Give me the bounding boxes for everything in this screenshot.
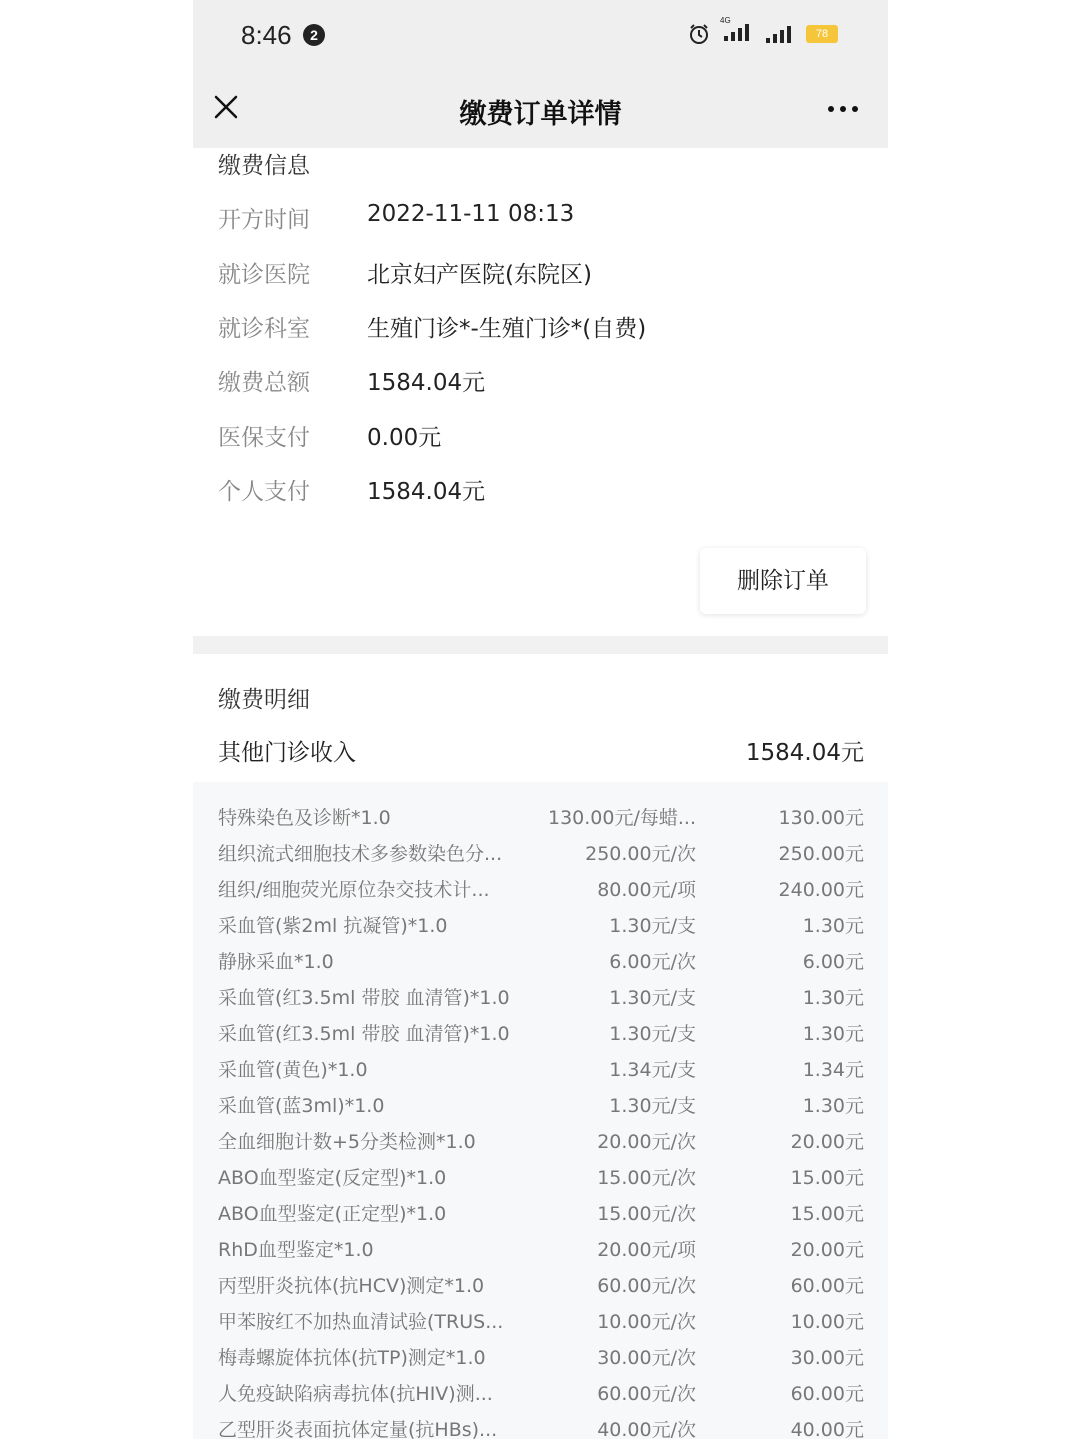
item-name: ABO血型鉴定(反定型)*1.0 — [218, 1167, 447, 1189]
phone-screen — [193, 0, 888, 1439]
item-total: 250.00元 — [778, 843, 864, 865]
list-item — [218, 947, 864, 975]
info-value: 生殖门诊*-生殖门诊*(自费) — [367, 316, 647, 342]
page-title: 缴费订单详情 — [459, 99, 622, 130]
item-total: 10.00元 — [790, 1311, 864, 1333]
list-item — [218, 875, 864, 903]
list-item — [218, 1343, 864, 1371]
list-item — [218, 1235, 864, 1263]
item-name: 特殊染色及诊断*1.0 — [218, 807, 391, 829]
info-value: 2022-11-11 08:13 — [367, 201, 575, 227]
item-total: 20.00元 — [790, 1131, 864, 1153]
list-item — [218, 1271, 864, 1299]
list-item — [218, 983, 864, 1011]
item-name: 静脉采血*1.0 — [218, 951, 334, 973]
list-item — [218, 1019, 864, 1047]
item-unit-price: 60.00元/次 — [597, 1383, 696, 1405]
item-unit-price: 1.30元/支 — [609, 987, 696, 1009]
list-item — [218, 803, 864, 831]
item-name: 组织/细胞荧光原位杂交技术计... — [218, 879, 490, 901]
list-item — [218, 1415, 864, 1439]
item-unit-price: 6.00元/次 — [609, 951, 696, 973]
item-unit-price: 1.30元/支 — [609, 1023, 696, 1045]
category-amount: 1584.04元 — [745, 740, 864, 766]
item-total: 130.00元 — [778, 807, 864, 829]
item-total: 30.00元 — [790, 1347, 864, 1369]
list-item — [218, 1055, 864, 1083]
item-total: 15.00元 — [790, 1203, 864, 1225]
item-unit-price: 1.34元/支 — [609, 1059, 696, 1081]
status-bar — [193, 0, 888, 70]
item-unit-price: 250.00元/次 — [585, 843, 696, 865]
signal-icon-2 — [764, 24, 794, 44]
info-label: 开方时间 — [218, 207, 310, 233]
info-label: 缴费总额 — [218, 370, 310, 396]
item-total: 15.00元 — [790, 1167, 864, 1189]
item-unit-price: 10.00元/次 — [597, 1311, 696, 1333]
item-unit-price: 130.00元/每蜡... — [547, 807, 696, 829]
more-icon[interactable] — [828, 106, 858, 112]
info-value: 北京妇产医院(东院区) — [367, 262, 592, 288]
list-item — [218, 1091, 864, 1119]
delete-order-button[interactable]: 删除订单 — [700, 548, 866, 614]
item-total: 1.30元 — [802, 915, 864, 937]
info-label: 个人支付 — [218, 479, 310, 505]
detail-items-box — [193, 782, 888, 1439]
item-unit-price: 20.00元/次 — [597, 1131, 696, 1153]
status-icons — [688, 16, 838, 46]
alarm-icon — [688, 23, 710, 45]
item-name: 组织流式细胞技术多参数染色分... — [218, 843, 503, 865]
item-unit-price: 15.00元/次 — [597, 1167, 696, 1189]
info-value: 1584.04元 — [367, 479, 486, 505]
list-item — [218, 1379, 864, 1407]
item-name: 采血管(红3.5ml 带胶 血清管)*1.0 — [218, 1023, 510, 1045]
payment-info-title: 缴费信息 — [218, 153, 310, 179]
network-type: 4G — [720, 16, 731, 25]
info-value: 1584.04元 — [367, 370, 486, 396]
list-item — [218, 839, 864, 867]
category-name: 其他门诊收入 — [218, 740, 356, 766]
list-item — [218, 1199, 864, 1227]
item-name: 梅毒螺旋体抗体(抗TP)测定*1.0 — [218, 1347, 486, 1369]
item-name: 人免疫缺陷病毒抗体(抗HIV)测... — [218, 1383, 493, 1405]
item-total: 1.30元 — [802, 1023, 864, 1045]
info-label: 就诊科室 — [218, 316, 310, 342]
item-name: RhD血型鉴定*1.0 — [218, 1239, 374, 1261]
battery-icon: 78 — [806, 25, 838, 43]
item-unit-price: 30.00元/次 — [597, 1347, 696, 1369]
section-divider — [193, 636, 888, 654]
list-item — [218, 1127, 864, 1155]
payment-details-title: 缴费明细 — [218, 687, 310, 713]
item-name: 丙型肝炎抗体(抗HCV)测定*1.0 — [218, 1275, 485, 1297]
item-unit-price: 60.00元/次 — [597, 1275, 696, 1297]
info-value: 0.00元 — [367, 425, 442, 451]
item-unit-price: 15.00元/次 — [597, 1203, 696, 1225]
item-unit-price: 1.30元/支 — [609, 1095, 696, 1117]
nav-bar — [193, 70, 888, 148]
notification-badge: 2 — [303, 24, 325, 46]
item-total: 6.00元 — [802, 951, 864, 973]
category-row — [218, 734, 864, 764]
item-total: 60.00元 — [790, 1275, 864, 1297]
item-total: 240.00元 — [778, 879, 864, 901]
list-item — [218, 911, 864, 939]
item-unit-price: 40.00元/次 — [597, 1419, 696, 1439]
item-total: 1.34元 — [802, 1059, 864, 1081]
info-label: 就诊医院 — [218, 262, 310, 288]
item-name: 采血管(红3.5ml 带胶 血清管)*1.0 — [218, 987, 510, 1009]
item-unit-price: 1.30元/支 — [609, 915, 696, 937]
item-name: 全血细胞计数+5分类检测*1.0 — [218, 1131, 476, 1153]
item-total: 1.30元 — [802, 1095, 864, 1117]
item-unit-price: 80.00元/项 — [597, 879, 696, 901]
item-name: 采血管(黄色)*1.0 — [218, 1059, 368, 1081]
item-name: 甲苯胺红不加热血清试验(TRUS... — [218, 1311, 504, 1333]
cellular-signal-1 — [720, 16, 752, 46]
status-time: 8:46 — [241, 20, 292, 50]
item-total: 40.00元 — [790, 1419, 864, 1439]
item-name: 采血管(紫2ml 抗凝管)*1.0 — [218, 915, 448, 937]
list-item — [218, 1163, 864, 1191]
item-unit-price: 20.00元/项 — [597, 1239, 696, 1261]
item-name: ABO血型鉴定(正定型)*1.0 — [218, 1203, 447, 1225]
info-label: 医保支付 — [218, 425, 310, 451]
list-item — [218, 1307, 864, 1335]
item-total: 20.00元 — [790, 1239, 864, 1261]
item-total: 60.00元 — [790, 1383, 864, 1405]
item-name: 乙型肝炎表面抗体定量(抗HBs)... — [218, 1419, 498, 1439]
item-name: 采血管(蓝3ml)*1.0 — [218, 1095, 385, 1117]
item-total: 1.30元 — [802, 987, 864, 1009]
signal-icon — [722, 22, 752, 42]
